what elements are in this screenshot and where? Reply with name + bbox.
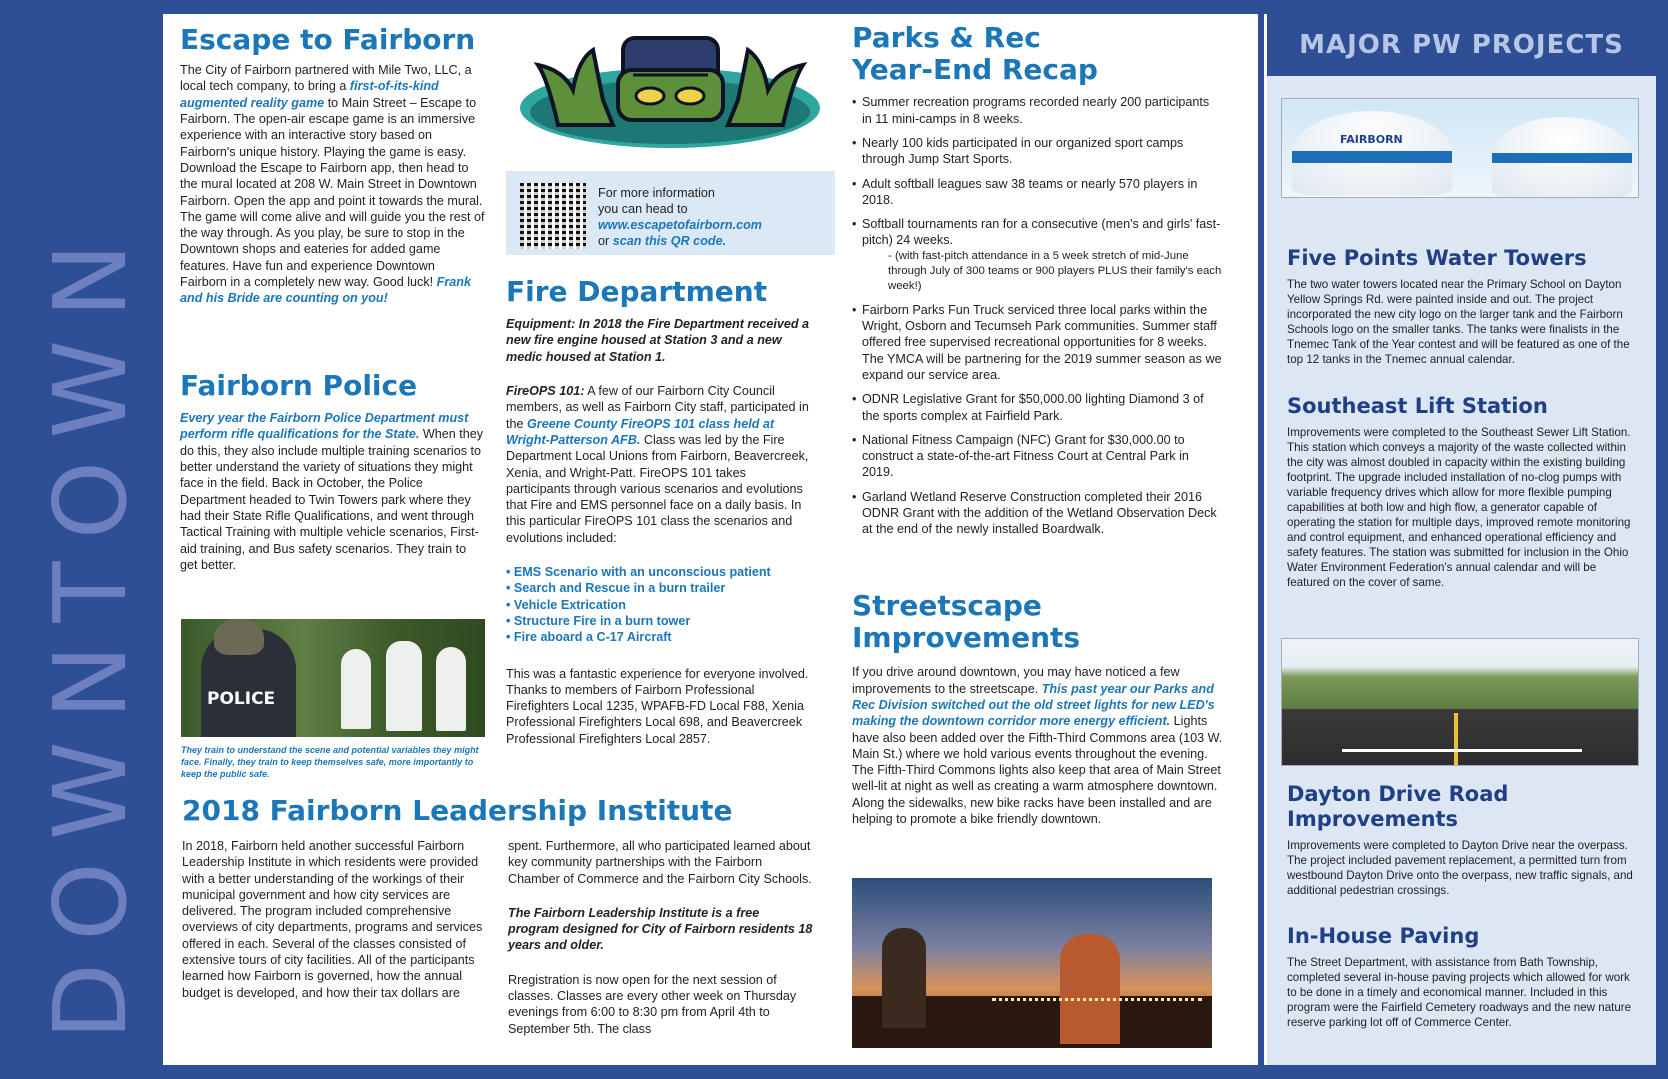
qr-code[interactable] <box>520 183 586 249</box>
road-photo <box>1281 638 1639 766</box>
list-item: • Fire aboard a C-17 Aircraft <box>506 630 672 645</box>
list-item: • Nearly 100 kids participated in our organized sport camps through Jump Start Sports. <box>852 135 1222 168</box>
info-qr-text: scan this QR code. <box>612 234 727 248</box>
lift-section <box>1287 394 1637 590</box>
parks-section <box>852 22 1232 546</box>
info-or: or <box>598 234 610 248</box>
fire-body <box>506 383 811 546</box>
fire-ops-label: FireOPS 101: <box>506 384 585 399</box>
list-item-text: Softball tournaments ran for a consecutive (men's and girls' fast-pitch) 24 weeks. <box>862 217 1221 248</box>
escape-body <box>180 62 485 306</box>
fire-title: Fire Department <box>506 275 768 308</box>
string-lights <box>992 998 1202 1001</box>
streetscape-p2: Lights have also been added over the Fifth-Third Commons area (103 W. Main St.) where we hold various events throughout the evening. The Fifth-Third Commons lights also keep that area of Main Street well-lit at night as well as creating a warm atmosphere downtown. Along the sidewalks, new bike racks have been installed and are helping to promote a bike friendly downtown. <box>852 714 1223 827</box>
paving-title: In-House Paving <box>1287 924 1480 948</box>
lift-body: Improvements were completed to the Southeast Sewer Lift Station. This station which conveys a majority of the waste collected within the city was almost doubled in capacity within the existing building footprint. The upgrade included installation of no-clog pumps with variable frequency drives which allow for more flexible pumping capabilities at both low and high flow, a generator capable of operating the station for multiple days, improved remote monitoring and control equipment, and enhanced operational efficiency and safety features. The station was submitted for inclusion in the Ohio Water Environment Federation's annual calendar and will be featured on the cover of same. <box>1287 426 1631 590</box>
sidebar-label <box>30 200 150 1060</box>
tower-right-band <box>1492 153 1632 163</box>
streetscape-section <box>852 590 1232 827</box>
fire-closing: This was a fantastic experience for everyone involved. Thanks to members of Fairborn Professional Firefighters Local 1235, WPAFB-FD Local F88, Xenia Professional Firefighters Local 698, and Beavercreek Professional Firefighters Local 2857. <box>506 666 809 746</box>
target-2 <box>386 641 422 731</box>
list-item-sub: - (with fast-pitch attendance in a 5 week stretch of mid-June through July of 300 teams or 900 players PLUS their family's each week!) <box>888 249 1222 292</box>
list-item <box>852 216 1222 294</box>
performer-left <box>882 928 926 1028</box>
escape-em2: Frank and his Bride are counting on you! <box>180 275 471 306</box>
list-item: • Fairborn Parks Fun Truck serviced three local parks within the Wright, Osborn and Tecumseh Park communities. Summer staff offered free supervised recreational opportunities for 8 weeks. The YMCA will be partnering for the 2019 summer season as we expand our service area. <box>852 302 1222 383</box>
leadership-col2b: Rregistration is now open for the next session of classes. Classes are every other week on Thursday evenings from 6:00 to 8:30 pm from April 4th to September 5th. The class <box>508 972 797 1036</box>
parks-title-line1: Parks & Rec <box>852 21 1041 54</box>
police-em: Every year the Fairborn Police Department must perform rifle qualifications for the State. <box>180 411 469 442</box>
tower-logo: FAIRBORN <box>1340 133 1403 146</box>
police-vest-label: POLICE <box>207 689 276 709</box>
list-item: • Search and Rescue in a burn trailer <box>506 581 726 596</box>
lift-title: Southeast Lift Station <box>1287 394 1548 418</box>
parks-title-line2: Year-End Recap <box>852 53 1098 87</box>
fire-scenario-list <box>506 564 811 645</box>
fire-p2: Class was led by the Fire Department Local Unions from Fairborn, Beavercreek, Xenia, and Wright-Patt. FireOPS 101 takes participants through various scenarios and evolutions that Fire and EMS personnel face on a daily basis. In this particular FireOPS 101 class the scenarios and evolutions included: <box>506 432 809 545</box>
towers-section <box>1287 246 1637 367</box>
list-item: • Adult softball leagues saw 38 teams or nearly 570 players in 2018. <box>852 176 1222 209</box>
fire-equipment: Equipment: In 2018 the Fire Department received a new fire engine housed at Station 3 and a new medic housed at Station 1. <box>506 317 810 364</box>
dayton-section <box>1287 782 1637 898</box>
list-item: • National Fitness Campaign (NFC) Grant for $30,000.00 to construct a state-of-the-art Fitness Court at Central Park in 2019. <box>852 432 1222 481</box>
road-crosswalk <box>1342 749 1582 752</box>
info-text <box>598 185 762 249</box>
info-url-link[interactable]: www.escapetofairborn.com <box>598 218 762 232</box>
police-title: Fairborn Police <box>180 369 418 402</box>
leadership-em: The Fairborn Leadership Institute is a free program designed for City of Fairborn residents 18 years and older. <box>508 905 813 953</box>
streetscape-p1: If you drive around downtown, you may have noticed a few improvements to the streetscape. <box>852 665 1180 696</box>
fire-em1: Greene County FireOPS 101 class held at Wright-Patterson AFB. <box>506 416 775 447</box>
police-photo <box>181 619 485 737</box>
streetscape-em: This past year our Parks and Rec Division switched out the old street lights for new LED's making the downtown corridor more energy efficient. <box>852 681 1215 729</box>
leadership-col2-text: spent. Furthermore, all who participated learned about key community partnerships with the Fairborn Chamber of Commerce and the Fairborn City Schools. <box>508 839 812 886</box>
fire-p1: A few of our Fairborn City Council members, as well as Fairborn City staff, participated in the <box>506 384 809 431</box>
officer-head <box>214 619 264 655</box>
parks-title <box>852 22 1232 86</box>
fire-section <box>506 276 811 747</box>
tower-left-band <box>1292 151 1452 163</box>
paving-body: The Street Department, with assistance from Bath Township, completed several in-house paving projects which allowed for work to be done in a timely and economical manner. Included in this program were the Fairfield Cemetery roadways and the new nature reserve parking lot off of Commerce Center. <box>1287 956 1632 1030</box>
police-section <box>180 370 485 573</box>
list-item: • Garland Wetland Reserve Construction completed their 2016 ODNR Grant with the addition of the Wetland Observation Deck at the end of the newly installed Boardwalk. <box>852 489 1222 538</box>
escape-title: Escape to Fairborn <box>180 23 476 56</box>
list-item: • EMS Scenario with an unconscious patient <box>506 565 771 580</box>
towers-title: Five Points Water Towers <box>1287 246 1587 270</box>
escape-section <box>180 24 485 307</box>
dayton-title-line2: Improvements <box>1287 807 1459 832</box>
list-item: • Summer recreation programs recorded nearly 200 participants in 11 mini-camps in 8 weeks. <box>852 94 1222 127</box>
target-3 <box>436 647 466 731</box>
police-body <box>180 410 485 573</box>
towers-body: The two water towers located near the Primary School on Dayton Yellow Springs Rd. were painted inside and out. The project incorporated the new city logo on the larger tank and the Fairborn Schools logo on the smaller tanks. The tanks were finalists in the Tnemec Tank of the Year contest and will be featured as one of the top 12 tanks in the Tnemec annual calendar. <box>1287 278 1630 367</box>
leadership-title: 2018 Fairborn Leadership Institute <box>182 794 733 827</box>
streetscape-body <box>852 664 1227 827</box>
police-text: When they do this, they also include multiple training scenarios to better understand the variety of situations they might face in the field. Back in October, the Police Department headed to Twin Towers park where they had their State Rifle Qualifications, and went through Tactical Training with multiple vehicle scenarios, First-aid training, and Bus safety scenarios. They train to get better. <box>180 427 484 572</box>
escape-p1: The City of Fairborn partnered with Mile Two, LLC, a local tech company, to bring a <box>180 63 472 94</box>
list-item: • Structure Fire in a burn tower <box>506 613 691 628</box>
pw-header: MAJOR PW PROJECTS <box>1267 14 1656 76</box>
dayton-title-line1: Dayton Drive Road <box>1287 782 1509 806</box>
leadership-col1: In 2018, Fairborn held another successful Fairborn Leadership Institute in which residents were provided with a better understanding of the workings of their municipal government and how city services are delivered. The program included comprehensive overviews of city departments, programs and services offered in each. Several of the classes consisted of extensive tours of city facilities. All of the participants learned how Fairborn is governed, how the annual budget is developed, and how their tax dollars are <box>182 839 483 1000</box>
paving-section <box>1287 924 1637 1030</box>
dayton-title <box>1287 782 1637 832</box>
performer-right <box>1060 934 1120 1044</box>
downtown-label: DOWNTOWN <box>31 220 149 1040</box>
info-box <box>506 171 835 255</box>
streetscape-title-line2: Improvements <box>852 621 1081 655</box>
list-item: • ODNR Legislative Grant for $50,000.00 lighting Diamond 3 of the sports complex at Fairfield Park. <box>852 391 1222 424</box>
water-towers-photo <box>1281 98 1639 198</box>
streetscape-title <box>852 590 1232 654</box>
escape-em1: first-of-its-kind augmented reality game <box>180 79 439 110</box>
streetscape-title-line1: Streetscape <box>852 589 1042 622</box>
escape-p2: to Main Street – Escape to Fairborn. The open-air escape game is an immersive experience with an interactive story based on Fairborn's unique history. Playing the game is easy. Download the Escape to Fairborn app, then head to the mural located at 208 W. Main Street in Downtown Fairborn. Open the app and point it towards the mural. The game will come alive and will guide you the rest of the way through. As you play, be sure to stop in the Downtown shops and eateries for added game features. Have fun and experience Downtown Fairborn in a completely new way. Good luck! <box>180 95 485 290</box>
pw-panel <box>1264 14 1656 1065</box>
target-1 <box>341 649 371 729</box>
parks-list <box>852 94 1222 537</box>
road-centerline <box>1454 713 1458 766</box>
monster-illustration <box>518 30 823 150</box>
info-line1: For more information <box>598 186 715 200</box>
info-line2: you can head to <box>598 202 688 216</box>
concert-photo <box>852 878 1212 1048</box>
leadership-col2 <box>508 838 813 1037</box>
police-caption: They train to understand the scene and potential variables they might face. Finally, they train to keep themselves safe, more importantly to keep the public safe. <box>181 745 479 779</box>
dayton-body: Improvements were completed to Dayton Drive near the overpass. The project included pavement replacement, a permitted turn from westbound Dayton Drive onto the overpass, new traffic signals, and additional pedestrian crossings. <box>1287 839 1633 898</box>
list-item: • Vehicle Extrication <box>506 597 626 612</box>
